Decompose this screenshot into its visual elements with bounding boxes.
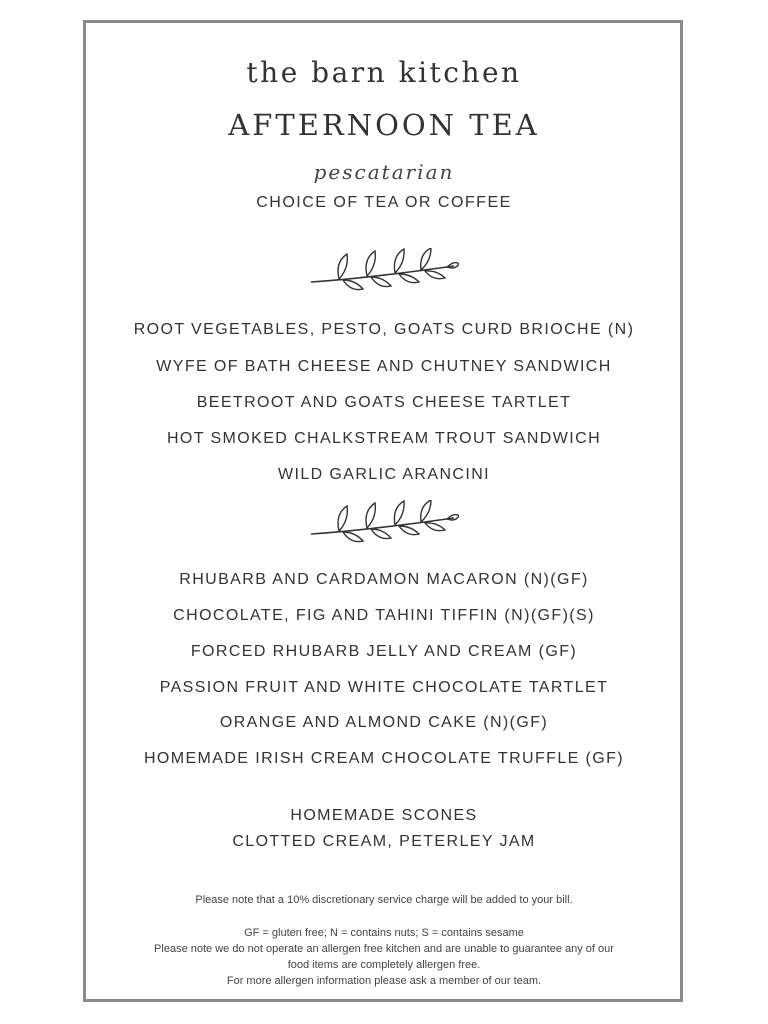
service-charge-note: Please note that a 10% discretionary service charge will be added to your bill. — [195, 894, 573, 906]
savoury-item-4: HOT SMOKED CHALKSTREAM TROUT SANDWICH — [166, 430, 602, 447]
sweet-item-5: ORANGE AND ALMOND CAKE (N)(GF) — [219, 714, 549, 731]
leaf-sprig-icon — [309, 248, 459, 292]
venue-name: the barn kitchen — [246, 56, 522, 89]
savoury-item-5: WILD GARLIC ARANCINI — [277, 466, 491, 483]
sweet-item-6: HOMEMADE IRISH CREAM CHOCOLATE TRUFFLE (GF) — [143, 750, 625, 767]
allergen-note-line-3: For more allergen information please ask a member of our team. — [226, 975, 542, 987]
menu-title: AFTERNOON TEA — [228, 108, 540, 142]
drink-choice: CHOICE OF TEA OR COFFEE — [256, 194, 512, 211]
savoury-item-3: BEETROOT AND GOATS CHEESE TARTLET — [196, 394, 572, 411]
sweet-item-4: PASSION FRUIT AND WHITE CHOCOLATE TARTLET — [159, 679, 609, 696]
sweet-item-1: RHUBARB AND CARDAMON MACARON (N)(GF) — [179, 571, 589, 588]
allergen-note-line-1: Please note we do not operate an allergen free kitchen and are unable to guarantee any of our — [154, 943, 614, 955]
allergen-key: GF = gluten free; N = contains nuts; S = contains sesame — [244, 927, 524, 939]
sweet-item-3: FORCED RHUBARB JELLY AND CREAM (GF) — [190, 643, 578, 660]
savoury-item-2: WYFE OF BATH CHEESE AND CHUTNEY SANDWICH — [156, 358, 612, 375]
scones-title: HOMEMADE SCONES — [290, 807, 478, 824]
allergen-note-line-2: food items are completely allergen free. — [287, 959, 481, 971]
menu-subtitle: pescatarian — [313, 160, 455, 184]
leaf-sprig-icon — [309, 500, 459, 544]
scones-accompaniments: CLOTTED CREAM, PETERLEY JAM — [232, 833, 536, 850]
savoury-item-1: ROOT VEGETABLES, PESTO, GOATS CURD BRIOCHE (N) — [133, 321, 635, 338]
sweet-item-2: CHOCOLATE, FIG AND TAHINI TIFFIN (N)(GF)(S) — [173, 607, 595, 624]
